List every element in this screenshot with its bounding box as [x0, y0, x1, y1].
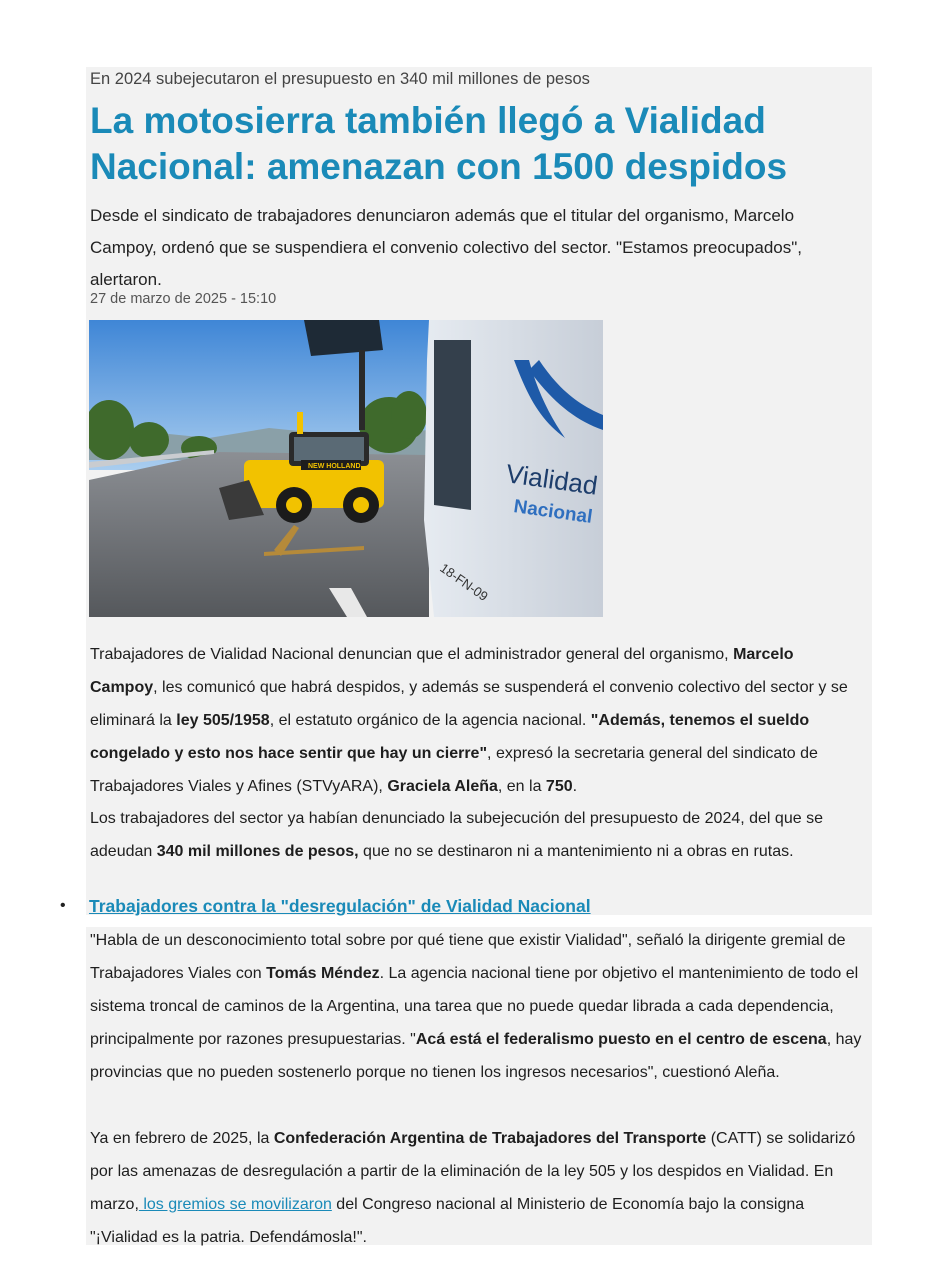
- p1-text-3: , el estatuto orgánico de la agencia nacional.: [269, 712, 591, 729]
- p1-text-6: .: [572, 778, 578, 795]
- article-date: 27 de marzo de 2025 - 15:10: [90, 291, 277, 307]
- p3-text-1: "Habla de un desconocimiento total sobre por qué tiene que existir Vialidad", señaló la dirigente gremial de Trabajadores Viales con: [90, 932, 846, 982]
- p1-text-1: Trabajadores de Vialidad Nacional denuncian que el administrador general del organismo,: [90, 646, 734, 663]
- p3-text-3: , hay provincias que no pueden sostenerlo porque no tienen los ingresos necesarios", cuestionó Aleña.: [90, 1031, 862, 1081]
- p1-bold-5: 750: [545, 778, 573, 795]
- p4-text-2: (CATT) se solidarizó por las amenazas de desregulación a partir de la eliminación de la ley 505 y los despidos en Vialidad. En marzo,: [90, 1130, 856, 1213]
- paragraph-1: [90, 638, 865, 803]
- p1-bold-4: Graciela Aleña: [387, 778, 498, 795]
- p4-text-1: Ya en febrero de 2025, la: [90, 1130, 274, 1147]
- p1-bold-1: Marcelo Campoy: [90, 646, 794, 696]
- paragraph-4: [90, 1122, 865, 1254]
- p2-text-1: Los trabajadores del sector ya habían denunciado la subejecución del presupuesto de 2024, del que se adeudan: [90, 810, 823, 860]
- p3-bold-1: Tomás Méndez: [266, 965, 380, 982]
- related-article-link[interactable]: Trabajadores contra la "desregulación" de Vialidad Nacional: [89, 896, 591, 916]
- article-lead: Desde el sindicato de trabajadores denunciaron además que el titular del organismo, Marcelo Campoy, ordenó que se suspendiera el convenio colectivo del sector. "Estamos preocupados", alertaron.: [90, 206, 802, 289]
- paragraph-3: [90, 924, 865, 1089]
- paragraph-2: [90, 802, 865, 868]
- p4-text-3: del Congreso nacional al Ministerio de Economía bajo la consigna "¡Vialidad es la patria. Defendámosla!".: [90, 1196, 805, 1246]
- movilizaron-link[interactable]: los gremios se movilizaron: [138, 1196, 332, 1213]
- svg-text:Nacional: Nacional: [512, 496, 594, 528]
- svg-text:18-FN-09: 18-FN-09: [437, 560, 491, 604]
- article-photo: [89, 320, 603, 617]
- p1-bold-3: "Además, tenemos el sueldo congelado y esto nos hace sentir que hay un cierre": [90, 712, 810, 762]
- article-headline: La motosierra también llegó a Vialidad Nacional: amenazan con 1500 despidos: [90, 100, 788, 187]
- p1-text-4: , expresó la secretaria general del sindicato de Trabajadores Viales y Afines (STVyARA),: [90, 745, 818, 795]
- p1-bold-2: ley 505/1958: [176, 712, 270, 729]
- p3-bold-2: Acá está el federalismo puesto en el centro de escena: [415, 1031, 827, 1048]
- bullet-icon: •: [60, 897, 66, 914]
- svg-text:NEW HOLLAND: NEW HOLLAND: [308, 463, 361, 470]
- p2-text-2: que no se destinaron ni a mantenimiento ni a obras en rutas.: [358, 843, 794, 860]
- svg-text:Vialidad: Vialidad: [504, 458, 600, 501]
- p1-text-5: , en la: [497, 778, 546, 795]
- p3-text-2: . La agencia nacional tiene por objetivo el mantenimiento de todo el sistema troncal de caminos de la Argentina, una tarea que no puede quedar librada a cada dependencia, principalmente por razones presupuestarias. ": [90, 965, 859, 1048]
- p2-bold-1: 340 mil millones de pesos,: [156, 843, 359, 860]
- p1-text-2: , les comunicó que habrá despidos, y además se suspenderá el convenio colectivo del sector y se eliminará la: [90, 679, 848, 729]
- article-kicker: En 2024 subejecutaron el presupuesto en 340 mil millones de pesos: [90, 70, 590, 88]
- p4-bold-1: Confederación Argentina de Trabajadores del Transporte: [273, 1130, 707, 1147]
